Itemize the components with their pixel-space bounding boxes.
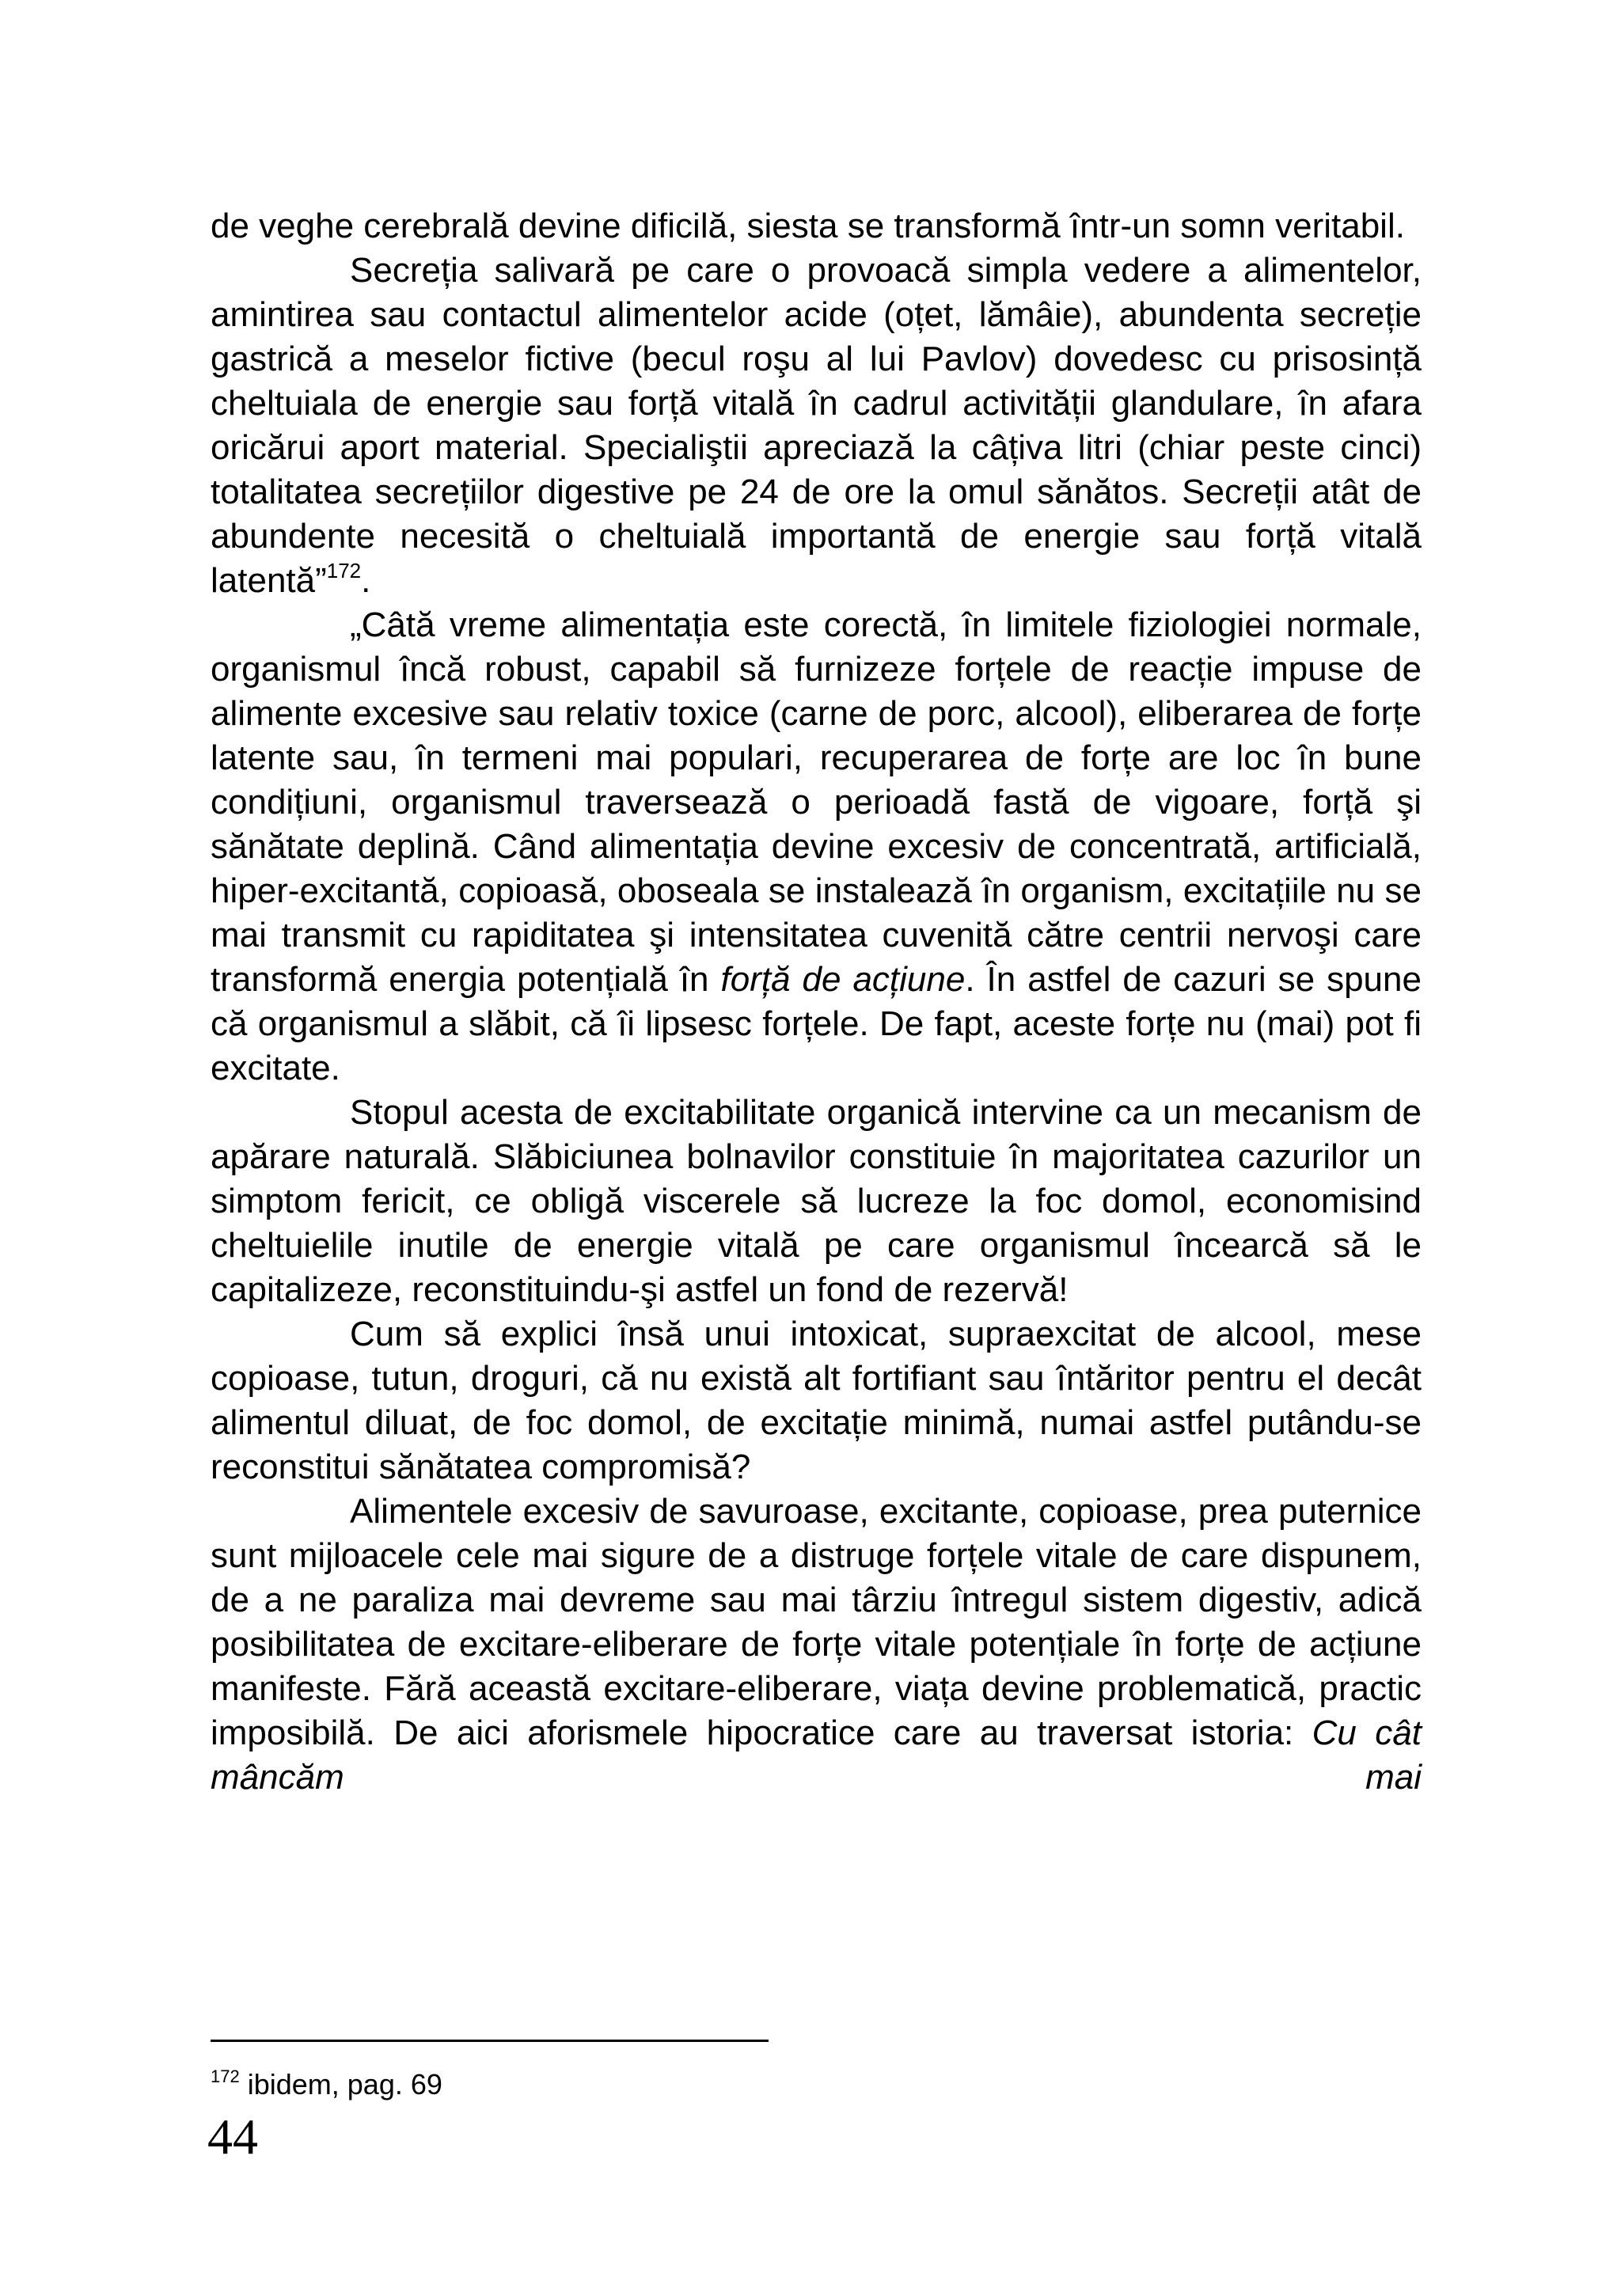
italic-phrase: forță de acțiune [720, 960, 966, 999]
paragraph: Cum să explici însă unui intoxicat, supraexcitat de alcool, mese copioase, tutun, droguri, că nu există alt fortifiant sau întăritor pentru el decât alimentul diluat, de foc domol, de excitație minimă, numai astfel putându-se reconstitui sănătatea compromisă? [211, 1315, 1422, 1486]
paragraph-text: . În astfel de cazuri se spune că organismul a slăbit, că îi lipsesc forțele. De fapt, aceste forțe nu (mai) pot fi excitate. [211, 960, 1422, 1087]
paragraph-text: Secreția salivară pe care o provoacă simpla vedere a alimentelor, amintirea sau contactul alimentelor acide (oțet, lămâie), abundenta secreție gastrică a meselor fictive (becul roşu al lui Pavlov) dovedesc cu prisosință cheltuiala de energie sau forță vitală în cadrul activității glandulare, în afara oricărui aport material. Specialiştii apreciază la câțiva litri (chiar peste cinci) totalitatea secrețiilor digestive pe 24 de ore la omul sănătos. Secreții atât de abundente necesită o cheltuială importantă de energie sau forță vitală latentă” [211, 251, 1422, 600]
paragraph-text: „Câtă vreme alimentația este corectă, în limitele fiziologiei normale, organismul încă robust, capabil să furnizeze forțele de reacție impuse de alimente excesive sau relativ toxice (carne de porc, alcool), eliberarea de forțe latente sau, în termeni mai populari, recuperarea de forțe are loc în bune condițiuni, organismul traversează o perioadă fastă de vigoare, forță şi sănătate deplină. Când alimentația devine excesiv de concentrată, artificială, hiper-excitantă, copioasă, oboseala se instalează în organism, excitațiile nu se mai transmit cu rapiditatea şi intensitatea cuvenită către centrii nervoşi care transformă energia potențială în [211, 605, 1422, 999]
paragraph-text: Alimentele excesiv de savuroase, excitante, copioase, prea puternice sunt mijloacele cele mai sigure de a distruge forțele vitale de care dispunem, de a ne paraliza mai devreme sau mai târziu întregul sistem digestiv, adică posibilitatea de excitare-eliberare de forțe vitale potențiale în forțe de acțiune manifeste. Fără această excitare-eliberare, viața devine problematică, practic imposibilă. De aici aforismele hipocratice care au traversat istoria: [211, 1492, 1422, 1752]
footnote-number: 172 [211, 2066, 240, 2086]
paragraph: de veghe cerebrală devine dificilă, siesta se transformă într-un somn veritabil. [211, 207, 1405, 245]
italic-phrase: Cu cât mâncăm mai [211, 1713, 1422, 1797]
footnote-text: ibidem, pag. 69 [239, 2068, 442, 2101]
paragraph [211, 1490, 1422, 1800]
footnote-reference: 172 [326, 559, 362, 583]
footnote [211, 2067, 442, 2102]
paragraph [211, 603, 1422, 1091]
paragraph: Stopul acesta de excitabilitate organică intervine ca un mecanism de apărare naturală. Slăbiciunea bolnavilor constituie în majoritatea cazurilor un simptom fericit, ce obligă viscerele să lucreze la foc domol, economisind cheltuielile inutile de energie vitală pe care organismul încearcă să le capitalizeze, reconstituindu-şi astfel un fond de rezervă! [211, 1093, 1422, 1309]
footnote-divider [211, 2040, 769, 2042]
page-number: 44 [207, 2108, 258, 2165]
paragraph-text: . [361, 561, 371, 600]
main-text [211, 204, 1422, 1800]
paragraph [211, 249, 1422, 603]
